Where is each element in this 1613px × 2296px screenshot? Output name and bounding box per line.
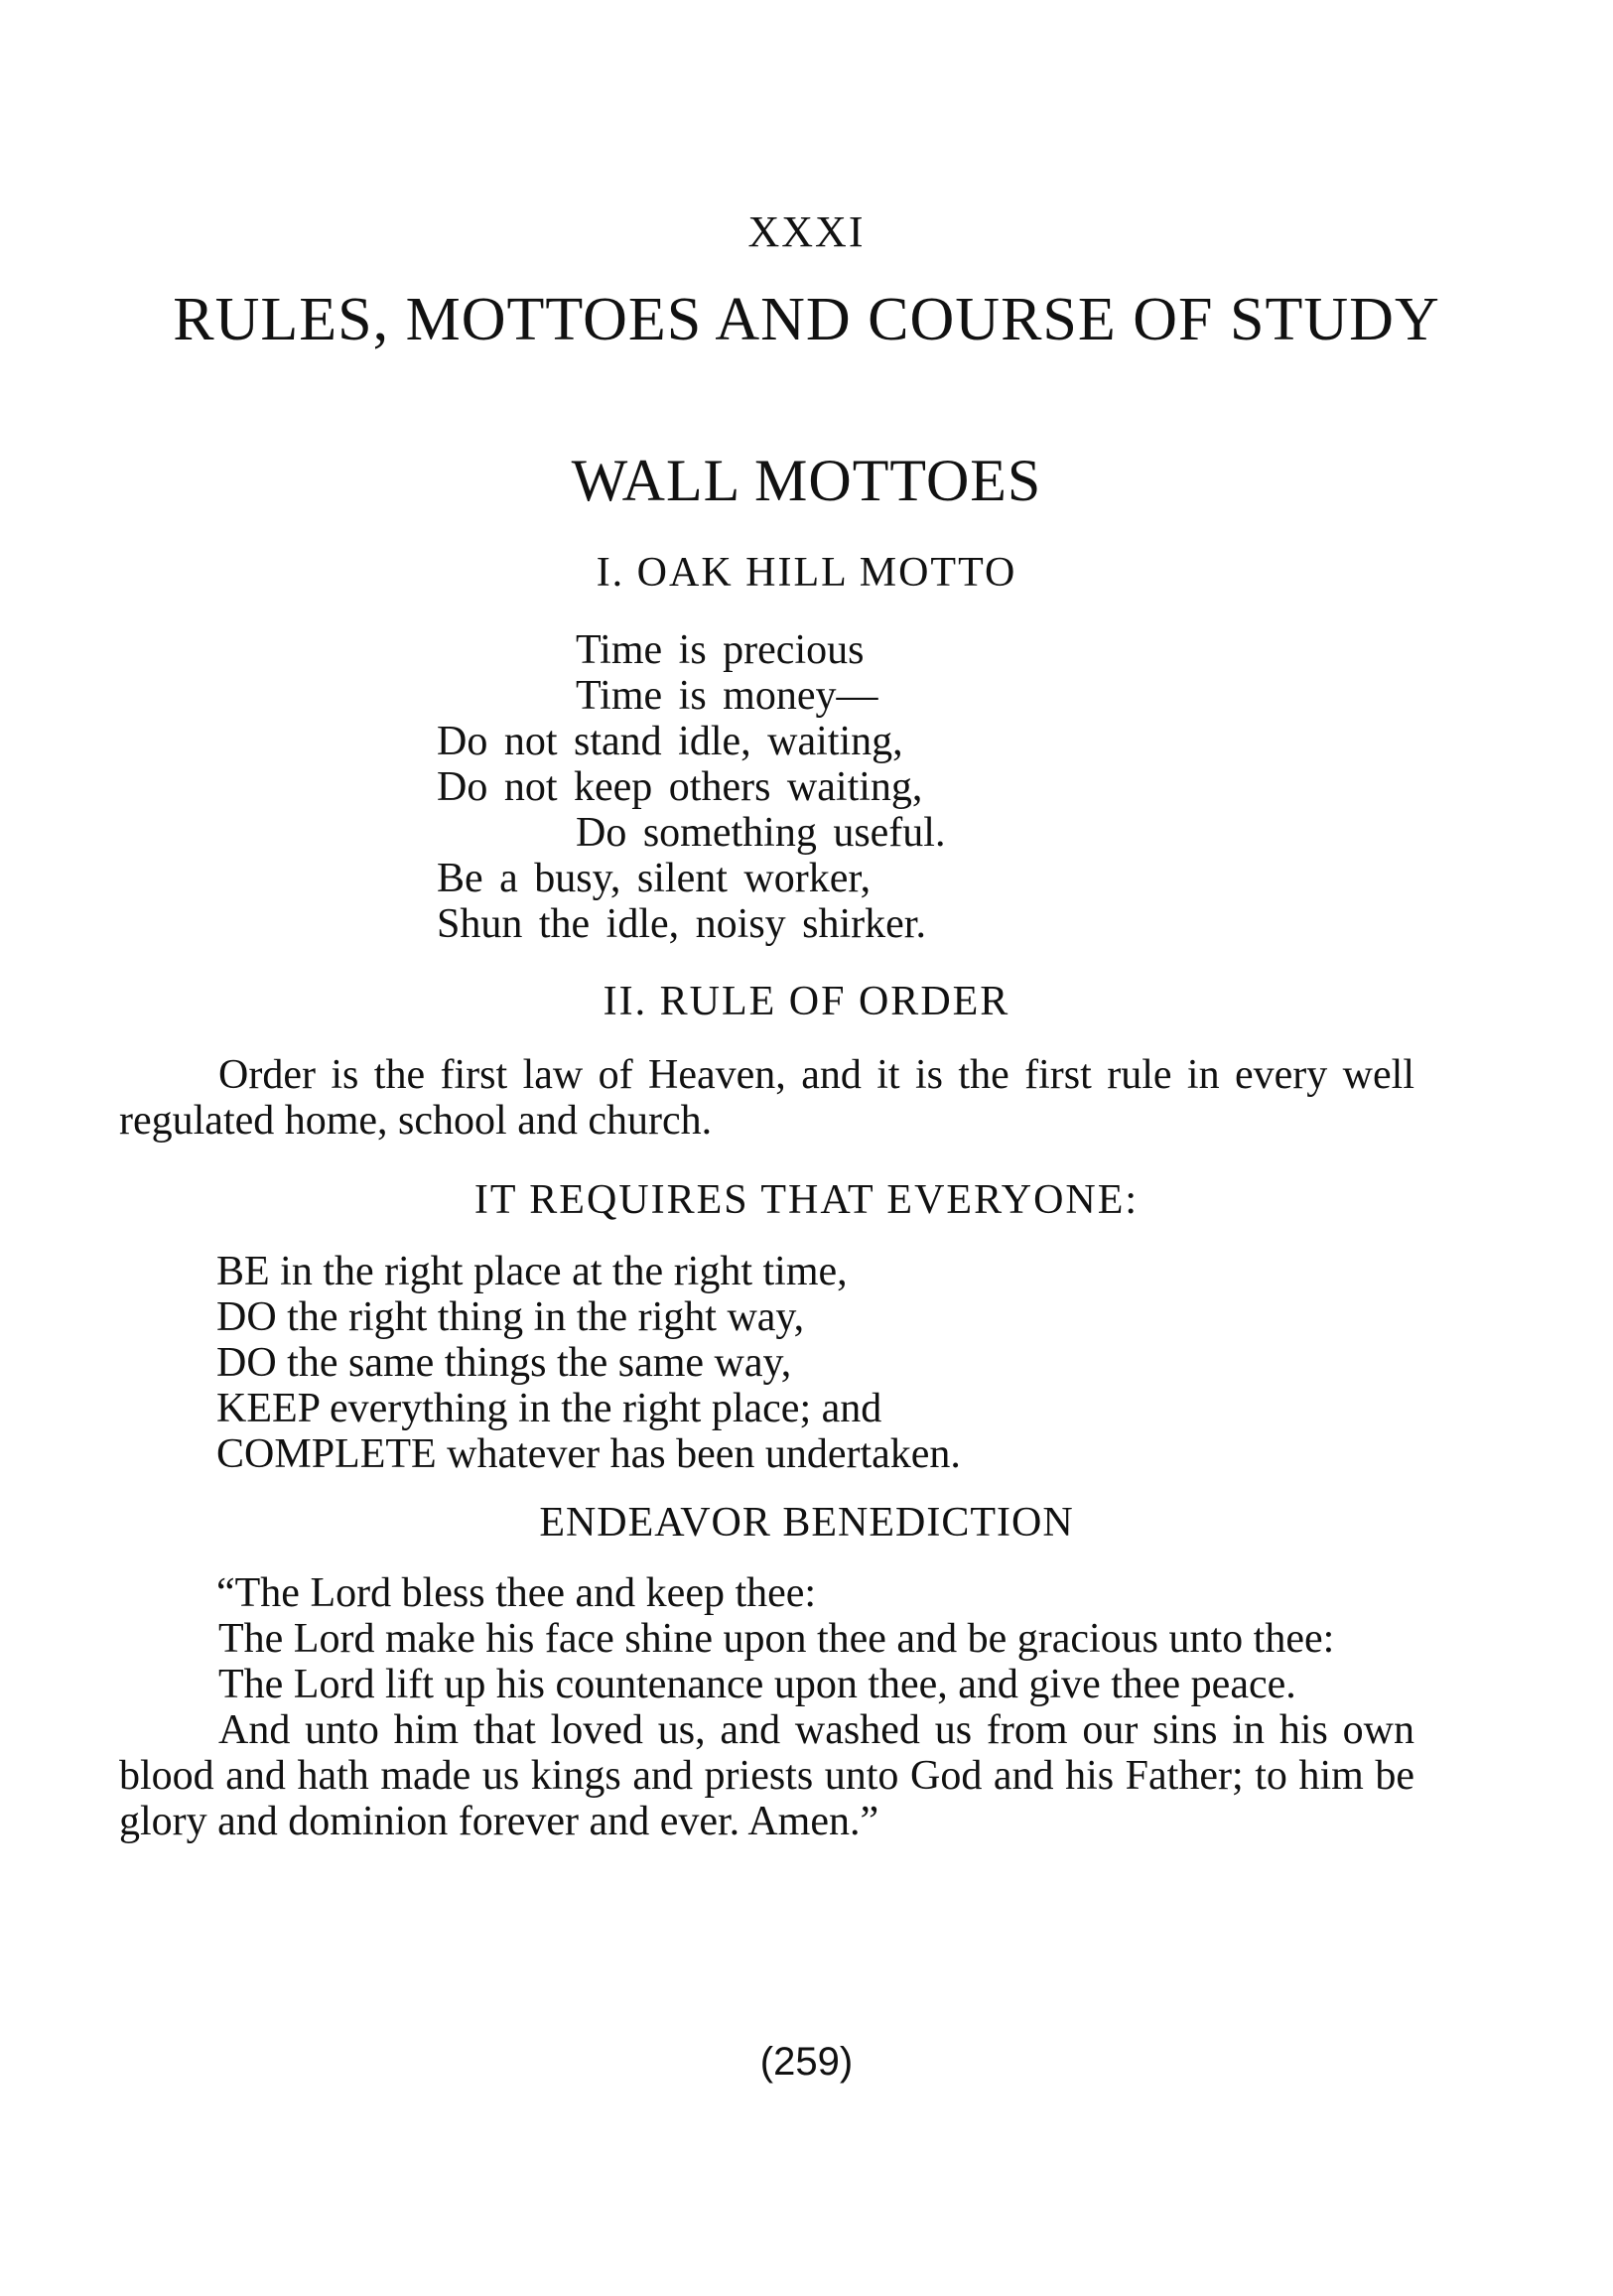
requirement-item: COMPLETE whatever has been undertaken. — [216, 1431, 961, 1477]
requirement-item: DO the same things the same way, — [216, 1340, 792, 1386]
requirements-list — [216, 1249, 961, 1477]
requirement-item: KEEP everything in the right place; and — [216, 1386, 882, 1431]
motto-line: Time is money— — [576, 673, 878, 719]
motto-line: Be a busy, silent worker, — [437, 856, 872, 901]
benediction-heading: ENDEAVOR BENEDICTION — [539, 1500, 1074, 1546]
section-title: WALL MOTTOES — [571, 448, 1042, 513]
rule-of-order-text: Order is the first law of Heaven, and it is the first rule in every well regulated home, school and church. — [119, 1052, 1414, 1144]
rule-of-order-heading: II. RULE OF ORDER — [603, 979, 1010, 1024]
rule-of-order-paragraph — [119, 1052, 1414, 1144]
benediction-paragraph: The Lord lift up his countenance upon thee, and give thee peace. — [218, 1662, 1296, 1707]
requires-heading: IT REQUIRES THAT EVERYONE: — [473, 1177, 1140, 1223]
motto-line: Time is precious — [576, 627, 865, 673]
page-number: (259) — [759, 2040, 854, 2084]
motto-line: Shun the idle, noisy shirker. — [437, 901, 926, 947]
requirement-item: BE in the right place at the right time, — [216, 1249, 848, 1294]
benediction-paragraph: “The Lord bless thee and keep thee: — [216, 1570, 817, 1616]
benediction-paragraph: And unto him that loved us, and washed us from our sins in his own blood and hath made us kings and priests unto God and his Father; to him be glory and dominion forever and ever. Amen.” — [119, 1707, 1414, 1844]
benediction-text — [119, 1570, 1414, 1844]
requirement-item: DO the right thing in the right way, — [216, 1294, 805, 1340]
chapter-title: RULES, MOTTOES AND COURSE OF STUDY — [173, 286, 1440, 353]
benediction-paragraph: The Lord make his face shine upon thee and be gracious unto thee: — [218, 1616, 1335, 1662]
oak-hill-motto-heading: I. OAK HILL MOTTO — [596, 550, 1017, 596]
oak-hill-motto-verse — [437, 627, 945, 947]
motto-line: Do not stand idle, waiting, — [437, 719, 903, 764]
motto-line: Do something useful. — [576, 810, 946, 856]
chapter-number: XXXI — [747, 207, 866, 256]
motto-line: Do not keep others waiting, — [437, 764, 923, 810]
